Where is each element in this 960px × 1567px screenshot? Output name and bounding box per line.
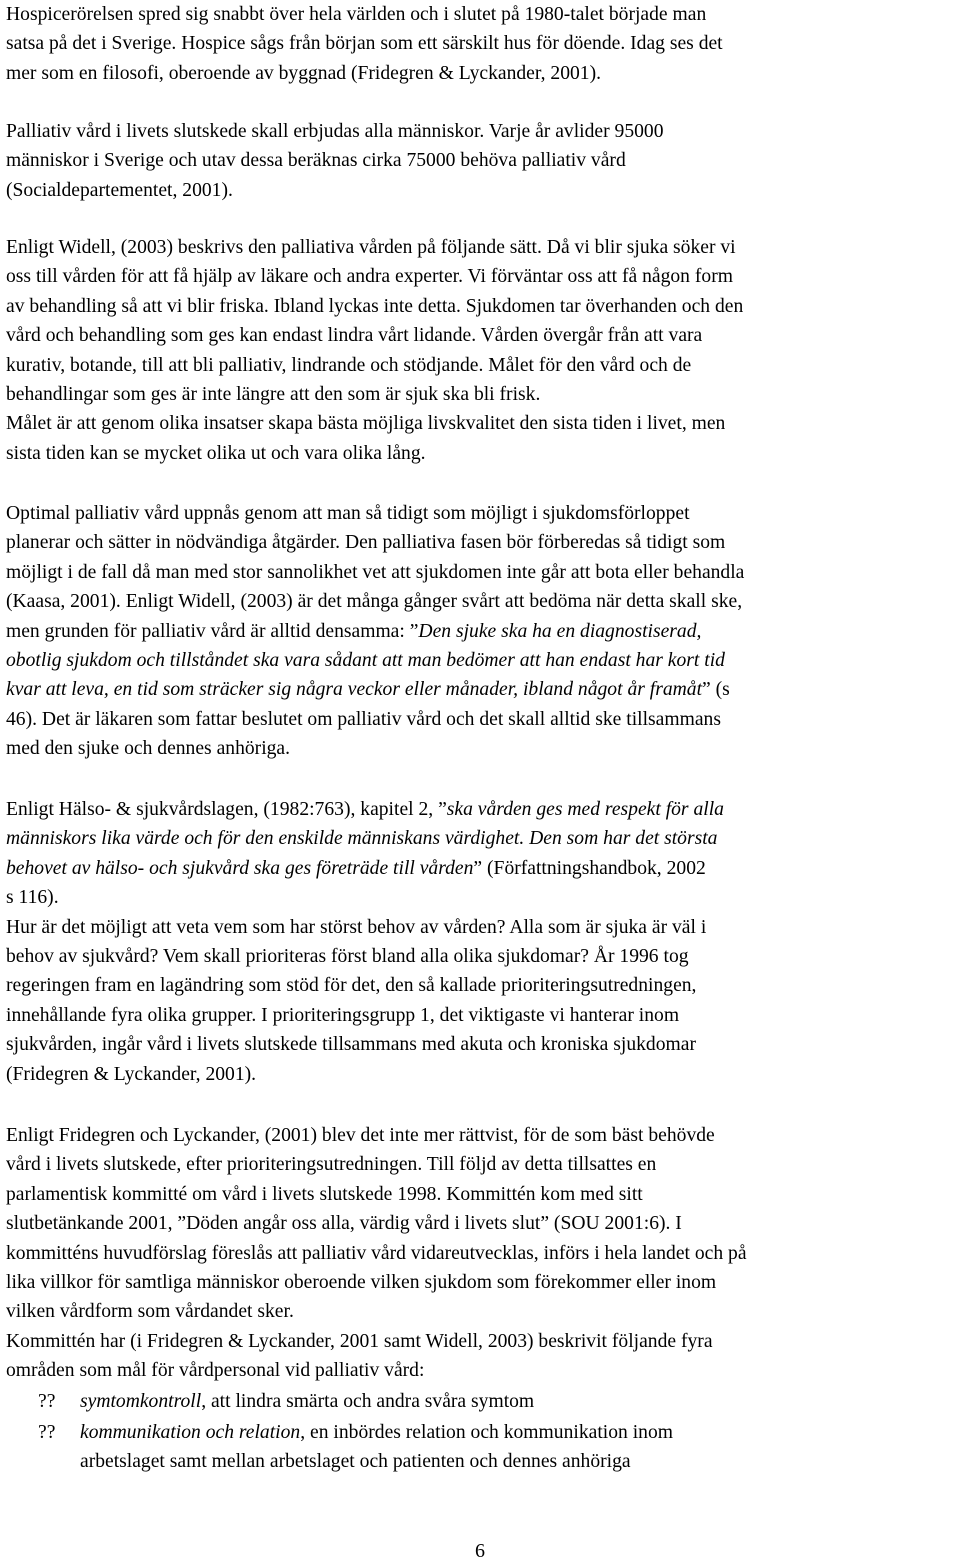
text-line: lika villkor för samtliga människor oberoende vilken sjukdom som förekommer eller inom	[6, 1272, 717, 1294]
text-line: Målet är att genom olika insatser skapa bästa möjliga livskvalitet den sista tiden i livet, men	[6, 413, 726, 435]
text-line	[6, 854, 956, 883]
list-item-description: , en inbördes relation och kommunikation inom	[300, 1422, 673, 1443]
text-line: med den sjuke och dennes anhöriga.	[6, 738, 291, 760]
page-number: 6	[475, 1540, 485, 1562]
text-line: satsa på det i Sverige. Hospice sågs från början som ett särskilt hus för döende. Idag ses det	[6, 33, 723, 55]
list-item-term: symtomkontroll	[80, 1391, 202, 1412]
quote-italic: behovet av hälso- och sjukvård ska ges företräde till vården	[6, 857, 474, 879]
text-line: parlamentisk kommitté om vård i livets slutskede 1998. Kommittén kom med sitt	[6, 1183, 643, 1205]
text-line: (Fridegren & Lyckander, 2001).	[6, 1063, 257, 1085]
bullet-marker: ??	[38, 1422, 56, 1443]
text-line	[80, 1418, 950, 1447]
text-line: behandlingar som ges är inte längre att den som är sjuk ska bli frisk.	[6, 384, 541, 406]
text-line: vård i livets slutskede, efter prioriteringsutredningen. Till följd av detta tillsattes en	[6, 1154, 657, 1176]
paragraph-optimal-care	[6, 499, 956, 764]
paragraph-health-law	[6, 795, 956, 1089]
quote-italic: obotlig sjukdom och tillståndet ska vara sådant att man bedömer att han endast har kort tid	[6, 650, 725, 672]
text-line: arbetslaget samt mellan arbetslaget och patienten och dennes anhöriga	[80, 1451, 631, 1473]
text-line: Kommittén har (i Fridegren & Lyckander, 2001 samt Widell, 2003) beskrivit följande fyra	[6, 1330, 713, 1352]
paragraph-hospice	[6, 0, 956, 88]
text-line: mer som en filosofi, oberoende av byggnad (Fridegren & Lyckander, 2001).	[6, 62, 602, 84]
text-line	[6, 675, 956, 704]
text-line: Optimal palliativ vård uppnås genom att man så tidigt som möjligt i sjukdomsförloppet	[6, 503, 690, 524]
text-line: Palliativ vård i livets slutskede skall erbjudas alla människor. Varje år avlider 95000	[6, 121, 664, 142]
text-line: behov av sjukvård? Vem skall prioriteras först bland alla olika sjukdomar? År 1996 tog	[6, 946, 689, 968]
text-line: sista tiden kan se mycket olika ut och vara olika lång.	[6, 442, 426, 464]
text-line	[6, 824, 956, 853]
text-run: Enligt Hälso- & sjukvårdslagen, (1982:763), kapitel 2, ”	[6, 799, 447, 820]
text-line: 46). Det är läkaren som fattar beslutet om palliativ vård och det skall alltid ske tillsammans	[6, 708, 721, 730]
text-line: Enligt Fridegren och Lyckander, (2001) blev det inte mer rättvist, för de som bäst behövde	[6, 1125, 715, 1146]
text-line: kurativ, botande, till att bli palliativ, lindrande och stödjande. Målet för den vård och de	[6, 354, 692, 376]
text-line: sjukvården, ingår vård i livets slutskede tillsammans med akuta och kroniska sjukdomar	[6, 1034, 696, 1056]
list-item-text	[80, 1387, 950, 1416]
text-line: möjligt i de fall då man med stor sannolikhet vet att sjukdomen inte går att bota eller behandla	[6, 561, 745, 583]
text-line: (Socialdepartementet, 2001).	[6, 179, 233, 201]
text-line	[6, 795, 956, 824]
text-line: Hospicerörelsen spred sig snabbt över hela världen och i slutet på 1980-talet började man	[6, 4, 707, 25]
paragraph-committee	[6, 1121, 956, 1386]
quote-italic: människors lika värde och för den enskilde människans värdighet. Den som har det största	[6, 828, 718, 850]
text-line: s 116).	[6, 887, 59, 909]
text-line: (Kaasa, 2001). Enligt Widell, (2003) är det många gånger svårt att bedöma när detta skall ske,	[6, 591, 743, 613]
bullet-marker: ??	[38, 1391, 56, 1412]
text-line: oss till vården för att få hjälp av läkare och andra experter. Vi förväntar oss att få någon form	[6, 266, 733, 288]
text-line: slutbetänkande 2001, ”Döden angår oss alla, värdig vård i livets slut” (SOU 2001:6). I	[6, 1213, 682, 1235]
list-item-term: kommunikation och relation	[80, 1422, 301, 1443]
text-run: ” (s	[702, 679, 730, 701]
quote-italic: Den sjuke ska ha en diagnostiserad,	[418, 620, 702, 642]
text-line: vilken vårdform som vårdandet sker.	[6, 1301, 294, 1323]
text-line	[6, 646, 956, 675]
text-line: Hur är det möjligt att veta vem som har störst behov av vården? Alla som är sjuka är väl i	[6, 916, 707, 938]
list-item-description: , att lindra smärta och andra svåra symtom	[201, 1391, 535, 1412]
text-line: planerar och sätter in nödvändiga åtgärder. Den palliativa fasen bör förberedas så tidigt som	[6, 532, 726, 554]
text-line	[6, 617, 956, 646]
text-run: men grunden för palliativ vård är alltid densamma: ”	[6, 620, 419, 642]
quote-italic: kvar att leva, en tid som sträcker sig några veckor eller månader, ibland något år framåt	[6, 679, 703, 701]
paragraph-palliative-care	[6, 117, 956, 205]
text-line: regeringen fram en lagändring som stöd för det, den så kallade prioriteringsutredningen,	[6, 975, 697, 997]
text-line: kommitténs huvudförslag föreslås att palliativ vård vidareutvecklas, införs i hela landet och på	[6, 1242, 747, 1264]
text-run: ” (Författningshandbok, 2002	[473, 857, 706, 879]
text-line: Enligt Widell, (2003) beskrivs den palliativa vården på följande sätt. Då vi blir sjuka söker vi	[6, 237, 736, 258]
paragraph-widell-description	[6, 233, 956, 468]
quote-italic: ska vården ges med respekt för alla	[446, 799, 724, 820]
text-line: områden som mål för vårdpersonal vid palliativ vård:	[6, 1360, 425, 1382]
list-item-text	[80, 1418, 950, 1477]
text-line: av behandling så att vi blir friska. Ibland lyckas inte detta. Sjukdomen tar överhanden och den	[6, 295, 744, 317]
text-line: människor i Sverige och utav dessa beräknas cirka 75000 behöva palliativ vård	[6, 150, 626, 172]
text-line: innehållande fyra olika grupper. I prioriteringsgrupp 1, det viktigaste vi hanterar inom	[6, 1004, 680, 1026]
text-line: vård och behandling som ges kan endast lindra vårt lidande. Vården övergår från att vara	[6, 325, 703, 347]
